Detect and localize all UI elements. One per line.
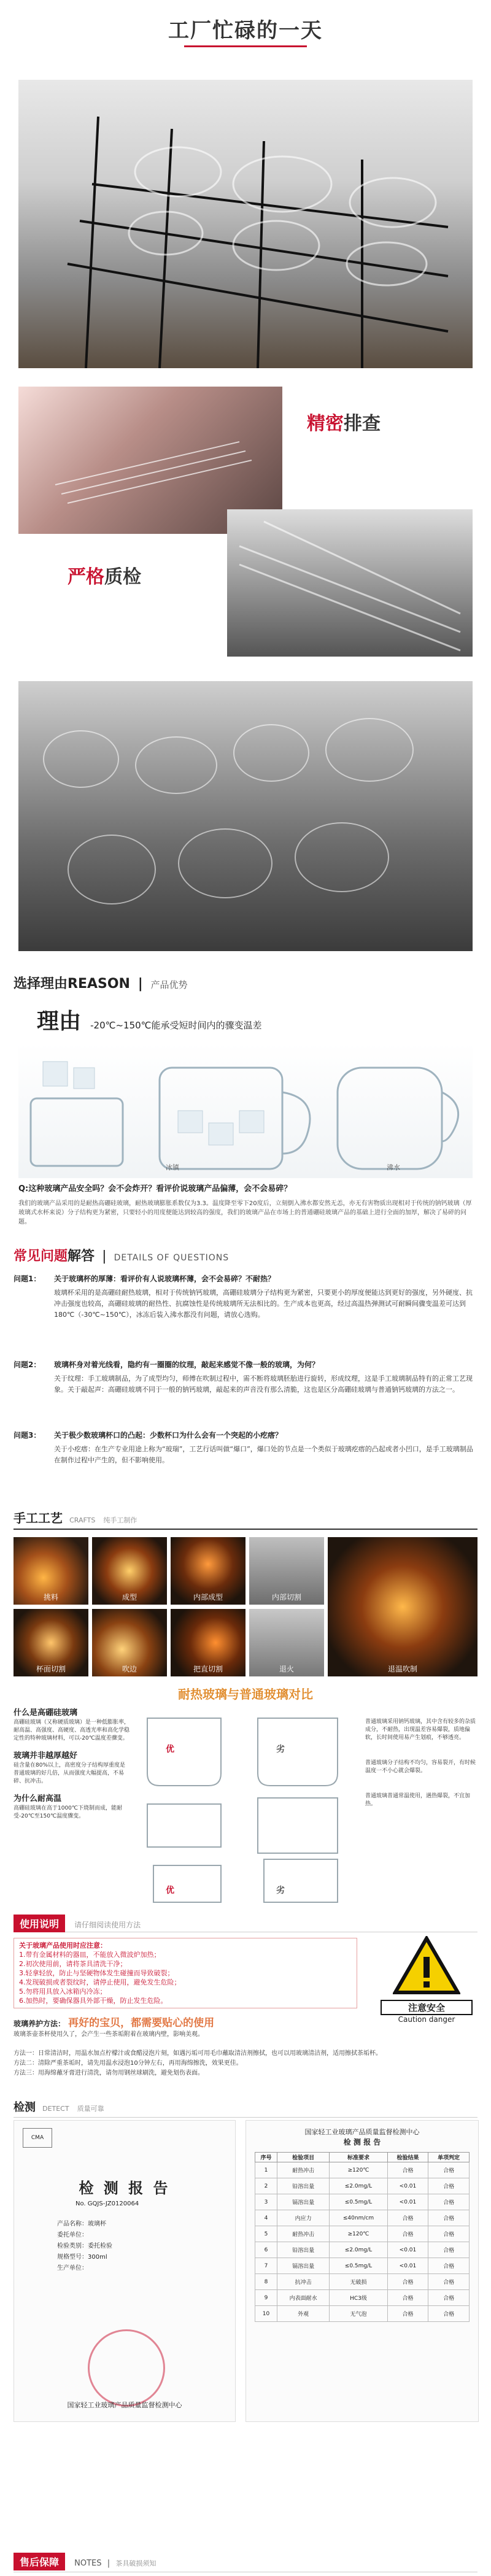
mugs-drawing — [18, 1043, 473, 1178]
report-table-title: 国家轻工业玻璃产品质量监督检测中心 — [304, 2128, 420, 2136]
table-cell: 2 — [255, 2178, 277, 2194]
table-cell: 8 — [255, 2274, 277, 2290]
craft-step-2 — [92, 1537, 167, 1605]
report-field-label: 规格型号： — [57, 2254, 88, 2261]
report-field-label: 委托单位： — [57, 2232, 88, 2239]
table-cell: 合格 — [428, 2194, 470, 2210]
care-method: 方法三：用海绵蘸牙膏进行清洗，请勿用钢丝球刷洗，避免划伤表面。 — [14, 2070, 204, 2077]
detect-title: 检测 — [14, 2101, 36, 2114]
table-row — [255, 2306, 470, 2322]
faq-answer-2: 关于纹理：手工玻璃制品，为了成型均匀，师傅在吹制过程中，需不断将玻璃胚胎进行旋转，形成纹理，这是手工玻璃制品特有的正常工艺现象。关于敲起声：高硼硅玻璃不同于一般的钠钙玻璃，敲起来的声音没有那么清脆，这也是区分高硼硅玻璃与普通钠钙玻璃的方法之一。 — [54, 1375, 473, 1394]
care-method: 方法二：清除严重茶垢时，请先用温水浸泡10分钟左右，再用海绵擦洗，效果更佳。 — [14, 2060, 242, 2067]
compare-r1: 普通玻璃采用钠钙玻璃，其中含有较多的杂质成分，不耐热，出现温差容易爆裂，质地偏软，长时间使用易产生划痕，不够透亮。 — [365, 1719, 476, 1741]
table-header: 标准要求 — [330, 2153, 387, 2162]
table-cell: 3 — [255, 2194, 277, 2210]
after-sales-divider: | — [104, 2559, 113, 2568]
report-table-head — [255, 2153, 470, 2162]
table-cell: 抗冲击 — [277, 2274, 329, 2290]
care-big: 再好的宝贝，都需要贴心的使用 — [68, 2017, 215, 2029]
table-cell: ≤0.5mg/L — [330, 2258, 387, 2274]
detect-sub: 质量可靠 — [77, 2105, 104, 2113]
care-text: 玻璃茶壶茶杯使用久了，会产生一些茶垢附着在玻璃内壁，影响美观。 — [14, 2031, 204, 2038]
inspection-photo-2 — [227, 509, 473, 657]
faq-question-2: 玻璃杯身对着光线看，隐约有一圈圈的纹理，敲起来感觉不像一般的玻璃，为何？ — [54, 1360, 320, 1369]
table-cell: 4 — [255, 2210, 277, 2226]
craft-sub: 纯手工制作 — [103, 1516, 137, 1524]
care-methods — [14, 2050, 477, 2078]
craft-step-label: 吹边 — [122, 1665, 137, 1673]
table-cell: ≥120℃ — [330, 2162, 387, 2178]
table-row — [255, 2274, 470, 2290]
compare-q3: 为什么耐高温 — [14, 1794, 62, 1803]
craft-step-6 — [92, 1609, 167, 1676]
table-row — [255, 2290, 470, 2306]
table-cell: 内应力 — [277, 2210, 329, 2226]
faq-item-1 — [14, 1273, 477, 1321]
craft-step-9 — [328, 1537, 477, 1676]
faq-label-1: 问题1： — [14, 1275, 41, 1283]
compare-cups-drawing — [135, 1706, 356, 1908]
after-sales-header — [14, 2553, 477, 2572]
table-cell: 合格 — [428, 2274, 470, 2290]
compare-left-text — [14, 1706, 130, 1821]
table-cell: 镉溶出量 — [277, 2194, 329, 2210]
faq-label-2: 问题2： — [14, 1360, 41, 1369]
compare-t1: 高硼硅玻璃（又称硬质玻璃）是一种低膨胀率，耐高温、高强度、高硬度、高透光率和高化学稳定性的特种玻璃材料，可以-20℃温度差骤变。 — [14, 1719, 130, 1741]
report-field-value: 委托检验 — [88, 2243, 112, 2250]
table-cell: 无气泡 — [330, 2306, 387, 2322]
detect-en: DETECT — [42, 2105, 69, 2113]
craft-step-label: 退温吹制 — [387, 1665, 417, 1673]
good-badge-1: 优 — [166, 1745, 174, 1754]
table-cell: 铅溶出量 — [277, 2242, 329, 2258]
table-row — [255, 2226, 470, 2242]
faq-header — [14, 1246, 229, 1265]
reasons-header — [14, 973, 188, 992]
table-cell: <0.01 — [387, 2194, 428, 2210]
usage-header — [14, 1915, 477, 1932]
table-cell: 合格 — [387, 2162, 428, 2178]
detect-header — [14, 2099, 477, 2118]
table-cell: 铅溶出量 — [277, 2178, 329, 2194]
factory-rack-photo — [18, 80, 473, 368]
warning-label: 注意安全 — [381, 2000, 473, 2015]
report-field-label: 产品名称： — [57, 2221, 88, 2227]
compare-r3: 普通玻璃普通常温使用，遇热爆裂，不宜加热。 — [365, 1793, 471, 1807]
table-cell: 合格 — [387, 2290, 428, 2306]
qc-word: 质检 — [104, 566, 141, 588]
table-cell: 合格 — [428, 2290, 470, 2306]
table-cell: 9 — [255, 2290, 277, 2306]
craft-step-5 — [14, 1609, 88, 1676]
good-badge-2: 优 — [166, 1886, 174, 1895]
table-cell: <0.01 — [387, 2242, 428, 2258]
faq-answer-1: 玻璃杯采用的是高硼硅耐热玻璃，相对于传统钠钙玻璃，高硼硅玻璃分子结构更为紧密，只要更小的厚度便能达到更好的强度，另外硬度、抗冲击强度也较高，高硼硅玻璃的耐热性、抗腐蚀性是传统玻璃所无法相比的。生产成本也更高，经过高温热弹测试可耐瞬间骤变温差可达到180℃（-30℃~150℃），冰冻后装入沸水都没有问题，请放心选购。 — [54, 1289, 473, 1319]
strict-word: 严格 — [68, 566, 104, 588]
table-cell: 合格 — [428, 2162, 470, 2178]
usage-item: 2.初次使用前，请将茶具清洗干净； — [19, 1960, 127, 1968]
report-logo: CMA — [23, 2128, 52, 2148]
table-header: 序号 — [255, 2153, 277, 2162]
compare-right-text — [365, 1718, 479, 1808]
bad-badge-1: 劣 — [276, 1745, 285, 1754]
report-title: 检 测 报 告 — [79, 2180, 171, 2197]
table-cell: 内表面耐水 — [277, 2290, 329, 2306]
report-table — [255, 2152, 470, 2322]
reasons-divider: | — [133, 976, 148, 992]
table-row — [255, 2242, 470, 2258]
faq-title-b: 解答 — [68, 1249, 95, 1264]
table-cell: ≥120℃ — [330, 2226, 387, 2242]
craft-step-label: 内部切割 — [271, 1593, 301, 1602]
table-cell: ≤40nm/cm — [330, 2210, 387, 2226]
glass-rods-drawing — [227, 509, 473, 657]
table-header: 检验项目 — [277, 2153, 329, 2162]
qa-block — [18, 1183, 473, 1227]
label-hot: 沸水 — [387, 1163, 400, 1171]
table-cell: 外观 — [277, 2306, 329, 2322]
table-row — [255, 2178, 470, 2194]
craft-step-3 — [171, 1537, 246, 1605]
usage-item: 5.勿将用具放入冰箱内冷冻； — [19, 1988, 107, 1996]
reasons-subtitle: 产品优势 — [150, 979, 188, 990]
report-stamp — [88, 2329, 165, 2407]
label-ice: 冰镇 — [166, 1163, 179, 1171]
usage-item: 关于玻璃产品使用时应注意： — [19, 1942, 107, 1949]
compare-t2: 硅含量在80%以上，高密度分子结构厚重度是普通玻璃的好几倍，从而强度大幅提高，不易碎、抗冲击。 — [14, 1762, 126, 1784]
report-table-sub: 检 测 报 告 — [343, 2138, 381, 2146]
faq-item-3 — [14, 1430, 477, 1466]
table-cell: 合格 — [428, 2210, 470, 2226]
craft-step-label: 内部成型 — [193, 1593, 223, 1602]
table-cell: 合格 — [428, 2242, 470, 2258]
report-code: No. GQJS-JZ0120064 — [75, 2200, 139, 2207]
cups-production-photo — [18, 681, 473, 951]
after-sales-en: NOTES — [74, 2559, 102, 2568]
faq-item-2 — [14, 1359, 477, 1395]
strict-qc-label — [68, 561, 141, 588]
faq-title-a: 常见问题 — [14, 1249, 68, 1264]
report-stamp-text: 国家轻工业玻璃产品质量监督检测中心 — [67, 2401, 182, 2409]
craft-step-label: 退火 — [279, 1665, 294, 1673]
compare-q1: 什么是高硼硅玻璃 — [14, 1708, 78, 1718]
usage-item: 3.轻拿轻放，防止与坚硬物体发生碰撞而导致破裂； — [19, 1969, 174, 1977]
craft-step-label: 成型 — [122, 1593, 137, 1602]
table-cell: 合格 — [387, 2210, 428, 2226]
title-underline — [184, 45, 307, 47]
table-cell: 1 — [255, 2162, 277, 2178]
faq-answer-3: 关于小疙瘩：在生产专业用途上称为“玻瑞”，工艺行话叫做“爆口”，爆口处的节点是一个类似于玻璃疙瘩的凸起或者小凹口，是手工玻璃制品在制作过程中产生的，但不影响使用。 — [54, 1445, 473, 1464]
table-cell: 合格 — [387, 2226, 428, 2242]
table-cell: 耐热冲击 — [277, 2226, 329, 2242]
care-block — [14, 2014, 369, 2039]
table-cell: <0.01 — [387, 2178, 428, 2194]
page-header — [0, 0, 491, 55]
compare-title: 耐热玻璃与普通玻璃对比 — [178, 1687, 313, 1702]
reasons-title: 选择理由REASON — [14, 976, 130, 992]
check-word: 排查 — [344, 413, 381, 434]
table-cell: 5 — [255, 2226, 277, 2242]
qa-answer: 我们的玻璃产品采用的是耐热高硼硅玻璃，耐热玻璃膨胀系数仅为3.3。温度降至零下20度后，立刻倒入沸水都安然无恙，亦无有害物质出现相对于传统的钠钙玻璃（厚玻璃式水杯来说）分子结构更为紧密，只要轻小的用度便能达到较高的强度，我们的玻璃产品在市场上的普通硼硅玻璃产品的基础上进行全面的加厚，解决了易碎的问题。 — [18, 1200, 472, 1225]
table-cell: 合格 — [428, 2258, 470, 2274]
report-field-value: 玻璃杯 — [88, 2221, 106, 2227]
table-cell: ≤2.0mg/L — [330, 2178, 387, 2194]
craft-step-label: 把直切割 — [193, 1665, 223, 1673]
report-cover — [14, 2120, 236, 2422]
table-header: 检验结果 — [387, 2153, 428, 2162]
table-cell: ≤2.0mg/L — [330, 2242, 387, 2258]
report-field-value: 300ml — [88, 2254, 107, 2261]
faq-divider: | — [98, 1249, 111, 1264]
table-cell: 合格 — [428, 2178, 470, 2194]
table-row — [255, 2210, 470, 2226]
compare-t3: 高硼硅玻璃在高于1000℃下烧制而成，能耐受-20℃至150℃温度骤变。 — [14, 1805, 123, 1819]
compare-images — [135, 1706, 356, 1908]
warning-icon — [393, 1936, 460, 1995]
compare-q2: 玻璃并非越厚越好 — [14, 1751, 78, 1760]
bad-badge-2: 劣 — [276, 1886, 285, 1895]
craft-step-label: 杯面切割 — [36, 1665, 66, 1673]
report-field-label: 检验类别： — [57, 2243, 88, 2250]
table-cell: 6 — [255, 2242, 277, 2258]
report-fields — [57, 2219, 112, 2274]
report-table-page — [246, 2120, 479, 2422]
table-row — [255, 2162, 470, 2178]
craft-step-1 — [14, 1537, 88, 1605]
craft-header — [14, 1508, 477, 1530]
usage-item: 6.加热时，要确保器具外部干燥，防止发生危险。 — [19, 1997, 168, 2005]
table-cell: <0.01 — [387, 2258, 428, 2274]
qa-question: Q:这种玻璃产品安全吗？会不会炸开？看评价说玻璃产品偏薄，会不会易碎？ — [18, 1184, 292, 1194]
compare-r2: 普通玻璃分子结构不均匀，容易裂开，有时候温度一不小心就会爆裂。 — [365, 1760, 476, 1774]
craft-step-7 — [171, 1609, 246, 1676]
craft-step-8 — [249, 1609, 324, 1676]
table-cell: HC3级 — [330, 2290, 387, 2306]
usage-sub: 请仔细阅读使用方法 — [74, 1921, 141, 1929]
page-title: 工厂忙碌的一天 — [168, 18, 323, 43]
faq-question-3: 关于极少数玻璃杯口的凸起：少数杯口为什么会有一个突起的小疙瘩？ — [54, 1431, 283, 1440]
care-method: 方法一：日常清洁时，用温水加点柠檬汁或食醋浸泡片刻，如遇污垢可用毛巾蘸取清洁剂擦拭，也可以用玻璃清洁剂，适用擦拭茶垢杯。 — [14, 2050, 382, 2057]
craft-step-label: 挑料 — [43, 1593, 58, 1602]
table-cell: 合格 — [387, 2274, 428, 2290]
table-header: 单项判定 — [428, 2153, 470, 2162]
report-field-label: 生产单位： — [57, 2265, 88, 2272]
table-cell: 合格 — [387, 2306, 428, 2322]
table-cell: ≤0.5mg/L — [330, 2194, 387, 2210]
table-row — [255, 2258, 470, 2274]
table-cell: 合格 — [428, 2226, 470, 2242]
warning-sign — [381, 1936, 473, 2024]
faq-question-1: 关于玻璃杯的厚薄：看评价有人说玻璃杯薄，会不会易碎？不耐热？ — [54, 1275, 276, 1283]
reasons-headline-text: 理由 — [37, 1009, 82, 1034]
faq-subtitle: DETAILS OF QUESTIONS — [114, 1253, 230, 1263]
table-cell: 镉溶出量 — [277, 2258, 329, 2274]
after-sales-sub: 茶具破损须知 — [115, 2559, 157, 2567]
precise-word: 精密 — [307, 413, 344, 434]
table-cell: 无破损 — [330, 2274, 387, 2290]
reasons-photo — [18, 1043, 473, 1178]
table-cell: 7 — [255, 2258, 277, 2274]
craft-en: CRAFTS — [69, 1516, 96, 1524]
table-cell: 合格 — [428, 2306, 470, 2322]
reasons-headline — [37, 1004, 262, 1035]
care-label: 玻璃养护方法： — [14, 2019, 66, 2028]
warning-en: Caution danger — [398, 2015, 455, 2024]
usage-title: 使用说明 — [14, 1915, 65, 1932]
table-cell: 耐热冲击 — [277, 2162, 329, 2178]
precise-check-label — [307, 408, 381, 435]
table-cell: 10 — [255, 2306, 277, 2322]
faq-label-3: 问题3： — [14, 1431, 41, 1440]
usage-item: 1.带有金属材料的器皿，不能放入微波炉加热； — [19, 1951, 161, 1959]
usage-item: 4.发现破损或者裂纹时，请停止使用，避免发生危险； — [19, 1978, 181, 1986]
craft-step-4 — [249, 1537, 324, 1605]
reasons-desc: -20℃~150℃能承受短时间内的骤变温差 — [90, 1020, 262, 1031]
usage-list — [14, 1938, 357, 2008]
after-sales-title: 售后保障 — [14, 2553, 65, 2570]
craft-title: 手工工艺 — [14, 1511, 63, 1525]
table-row — [255, 2194, 470, 2210]
rack-drawing — [18, 80, 473, 368]
